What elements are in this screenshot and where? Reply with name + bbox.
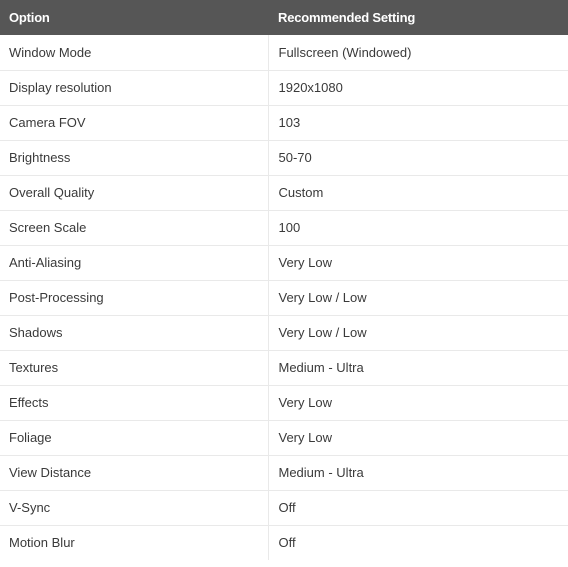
option-cell: Motion Blur xyxy=(9,535,75,551)
table-row xyxy=(0,315,568,350)
setting-cell: 100 xyxy=(268,210,568,245)
table-header xyxy=(0,0,568,35)
table-row xyxy=(0,525,568,560)
setting-cell: Very Low xyxy=(268,420,568,455)
table-row xyxy=(0,245,568,280)
option-cell: Display resolution xyxy=(0,70,268,105)
table-row xyxy=(0,350,568,385)
table-row xyxy=(0,210,568,245)
table-row xyxy=(0,35,568,70)
setting-cell: Very Low / Low xyxy=(268,280,568,315)
setting-cell: Off xyxy=(268,525,568,560)
header-recommended-setting: Recommended Setting xyxy=(268,0,568,35)
table-body xyxy=(0,35,568,560)
option-cell: Screen Scale xyxy=(0,210,268,245)
table-row xyxy=(0,385,568,420)
option-cell: Shadows xyxy=(0,315,268,350)
setting-cell: Medium - Ultra xyxy=(268,350,568,385)
option-cell: Brightness xyxy=(0,140,268,175)
table-row xyxy=(0,140,568,175)
setting-cell: 103 xyxy=(268,105,568,140)
option-cell: Camera FOV xyxy=(0,105,268,140)
table-row xyxy=(0,70,568,105)
option-cell: Textures xyxy=(0,350,268,385)
table-row xyxy=(0,455,568,490)
setting-cell: Medium - Ultra xyxy=(268,455,568,490)
option-cell: Foliage xyxy=(0,420,268,455)
table-row xyxy=(0,490,568,525)
setting-cell: 1920x1080 xyxy=(268,70,568,105)
option-cell: Post-Processing xyxy=(0,280,268,315)
table-row xyxy=(0,175,568,210)
setting-cell: Very Low / Low xyxy=(268,315,568,350)
table-row xyxy=(0,280,568,315)
setting-cell: Off xyxy=(268,490,568,525)
setting-cell: Custom xyxy=(268,175,568,210)
table-row xyxy=(0,105,568,140)
table-row xyxy=(0,420,568,455)
option-cell: Anti-Aliasing xyxy=(0,245,268,280)
option-cell: Overall Quality xyxy=(0,175,268,210)
option-cell: View Distance xyxy=(0,455,268,490)
setting-cell: Fullscreen (Windowed) xyxy=(268,35,568,70)
option-cell: Effects xyxy=(0,385,268,420)
setting-cell: Very Low xyxy=(268,385,568,420)
option-cell: V-Sync xyxy=(0,490,268,525)
option-cell: Window Mode xyxy=(0,35,268,70)
setting-cell: Very Low xyxy=(268,245,568,280)
setting-cell: 50-70 xyxy=(268,140,568,175)
header-row xyxy=(0,0,568,35)
header-option: Option xyxy=(0,0,268,35)
